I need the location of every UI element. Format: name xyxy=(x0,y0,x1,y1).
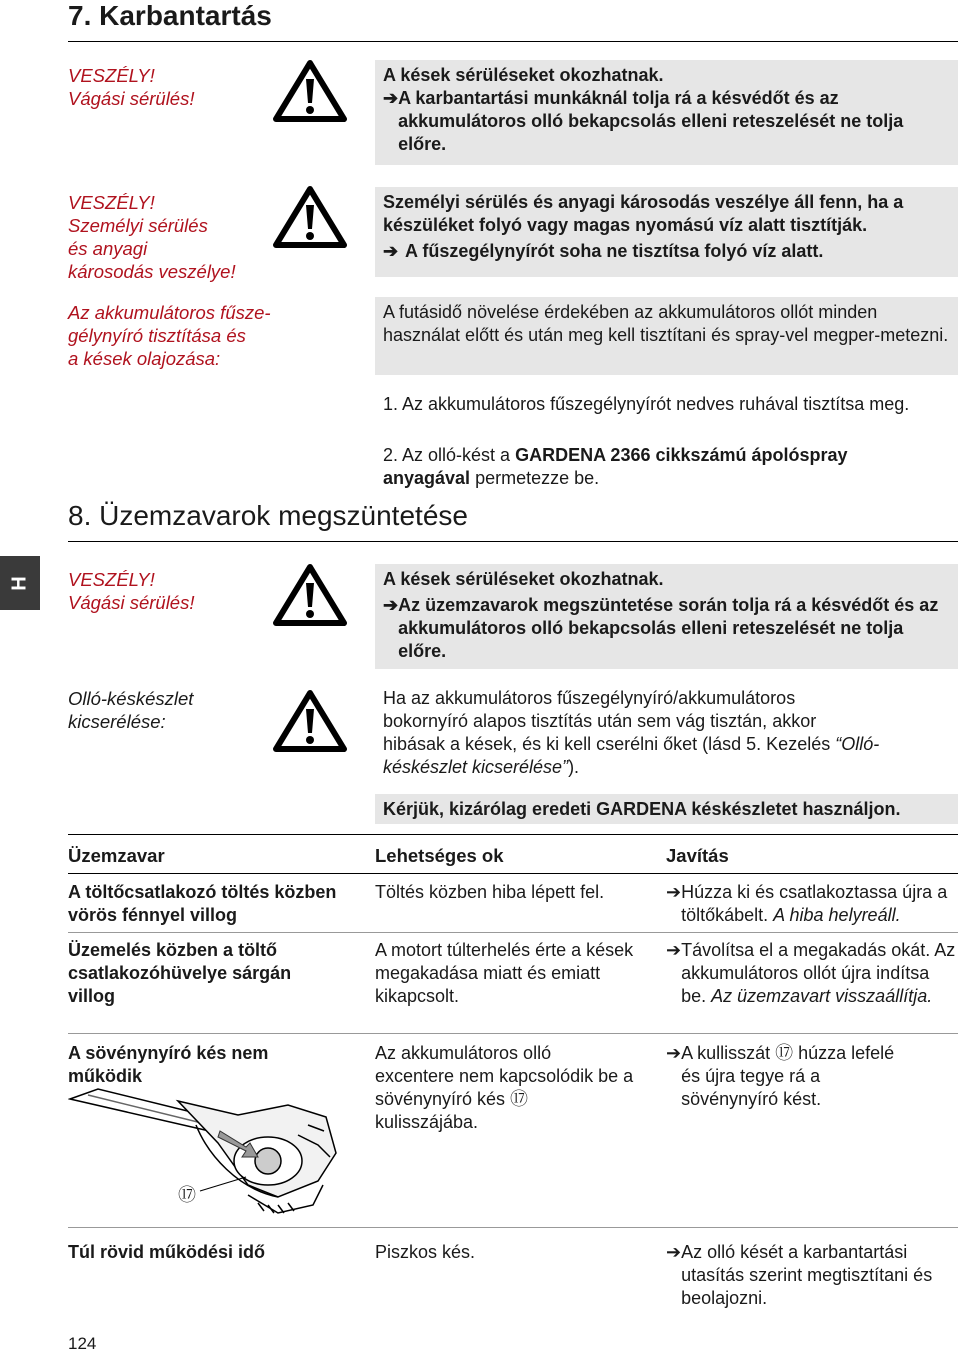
row-divider xyxy=(68,932,958,933)
arrow-icon: ➔ xyxy=(666,1043,682,1063)
arrow-icon: ➔ xyxy=(383,595,399,615)
warning-triangle-icon xyxy=(272,57,348,123)
table-row-fault: A sövénynyíró kés nem működik xyxy=(68,1043,269,1086)
warning-instruction: ➔ Az üzemzavarok megszüntetése során tolja rá a késvédőt és az akkumulátoros olló bekapcsolás elleni reteszelését ne tolja előre. xyxy=(383,595,939,661)
table-row-fix: ➔ Távolítsa el a megakadás okát. Az akkumulátoros ollót újra indítsa be. Az üzemzavart visszaállítja. xyxy=(666,940,956,1006)
section-7-title: 7. Karbantartás xyxy=(68,0,272,31)
table-header-fault: Üzemzavar xyxy=(68,845,165,866)
title-rule xyxy=(68,541,958,542)
arrow-icon: ➔ xyxy=(383,88,399,108)
row-divider xyxy=(68,1227,958,1228)
warning-lead: A kések sérüléseket okozhatnak. xyxy=(383,569,664,589)
arrow-icon: ➔ xyxy=(666,1242,682,1262)
warning-instruction: ➔ A karbantartási munkáknál tolja rá a késvédőt és az akkumulátoros olló bekapcsolás elleni reteszelését ne tolja előre. xyxy=(383,88,904,154)
table-header-fix: Javítás xyxy=(666,845,729,866)
replace-note: Kérjük, kizárólag eredeti GARDENA késkészletet használjon. xyxy=(375,794,958,824)
cleaning-step-1: 1. Az akkumulátoros fűszegélynyírót nedves ruhával tisztítsa meg. xyxy=(383,394,910,414)
table-row-fault: Túl rövid működési idő xyxy=(68,1242,266,1262)
warning-instruction: ➔ A fűszegélynyírót soha ne tisztítsa folyó víz alatt. xyxy=(383,241,824,261)
table-row-cause: Töltés közben hiba lépett fel. xyxy=(375,882,605,902)
warning-triangle-icon xyxy=(272,183,348,249)
replace-label: Olló-késkészlet kicserélése: xyxy=(68,688,194,732)
table-row-fault: A töltőcsatlakozó töltés közben vörös fénnyel villog xyxy=(68,882,337,925)
language-side-tab: H xyxy=(0,556,40,610)
table-row-fault: Üzemelés közben a töltő csatlakozóhüvelye sárgán villog xyxy=(68,940,292,1006)
arrow-icon: ➔ xyxy=(666,882,682,902)
warning-label-cut: VESZÉLY! Vágási sérülés! xyxy=(68,65,195,109)
cleaning-intro: A futásidő növelése érdekében az akkumulátoros ollót minden használat előtt és után meg kell tisztítani és spray-vel megper-metezni. xyxy=(383,302,949,345)
cleaning-step-2: 2. Az olló-kést a GARDENA 2366 cikkszámú ápolóspray anyagával permetezze be. xyxy=(383,445,848,488)
table-top-rule xyxy=(68,834,958,835)
row-divider xyxy=(68,1033,958,1034)
warning-label-cut: VESZÉLY! Vágási sérülés! xyxy=(68,569,195,613)
table-row-cause: Piszkos kés. xyxy=(375,1242,476,1262)
warning-box-cut-2 xyxy=(375,564,958,669)
trimmer-illustration xyxy=(68,1085,358,1220)
table-row-fix: ➔ Az olló kését a karbantartási utasítás szerint megtisztítani és beolajozni. xyxy=(666,1242,933,1308)
replace-text: Ha az akkumulátoros fűszegélynyíró/akkumulátoros bokornyíró alapos tisztítás után sem vág tisztán, akkor hibásak a kések, és ki kell cserélni őket (lásd 5. Kezelés “Olló-késkészlet kicserélése”). xyxy=(383,688,880,777)
page-number: 124 xyxy=(68,1334,97,1353)
table-header-rule xyxy=(68,873,958,874)
warning-lead: Személyi sérülés és anyagi károsodás veszélye áll fenn, ha a készüléket folyó vagy magas nyomású víz alatt tisztítják. xyxy=(383,192,904,235)
table-row-fix: ➔ Húzza ki és csatlakoztassa újra a töltőkábelt. A hiba helyreáll. xyxy=(666,882,948,925)
table-row-fix: ➔ A kullisszát ⑰ húzza lefelé és újra tegye rá a sövénynyíró kést. xyxy=(666,1043,895,1109)
warning-box-injury xyxy=(375,187,958,277)
warning-triangle-icon xyxy=(272,687,348,753)
warning-label-injury: VESZÉLY! Személyi sérülés és anyagi károsodás veszélye! xyxy=(68,192,236,282)
section-8-title: 8. Üzemzavarok megszüntetése xyxy=(68,500,468,531)
title-rule xyxy=(68,41,958,42)
cleaning-label: Az akkumulátoros fűsze- gélynyíró tisztítása és a kések olajozása: xyxy=(68,302,271,369)
table-row-cause: A motort túlterhelés érte a kések megakadása miatt és emiatt kikapcsolt. xyxy=(375,940,634,1006)
warning-lead: A kések sérüléseket okozhatnak. xyxy=(383,65,664,85)
cleaning-intro-box xyxy=(375,297,958,375)
table-row-cause: Az akkumulátoros olló excentere nem kapcsolódik be a sövénynyíró kés ⑰ kulisszájába. xyxy=(375,1043,634,1132)
warning-triangle-icon xyxy=(272,561,348,627)
warning-box-cut xyxy=(375,60,958,165)
arrow-icon: ➔ xyxy=(383,241,399,261)
part-17-label: ⑰ xyxy=(178,1185,196,1205)
table-header-cause: Lehetséges ok xyxy=(375,845,504,866)
arrow-icon: ➔ xyxy=(666,940,682,960)
